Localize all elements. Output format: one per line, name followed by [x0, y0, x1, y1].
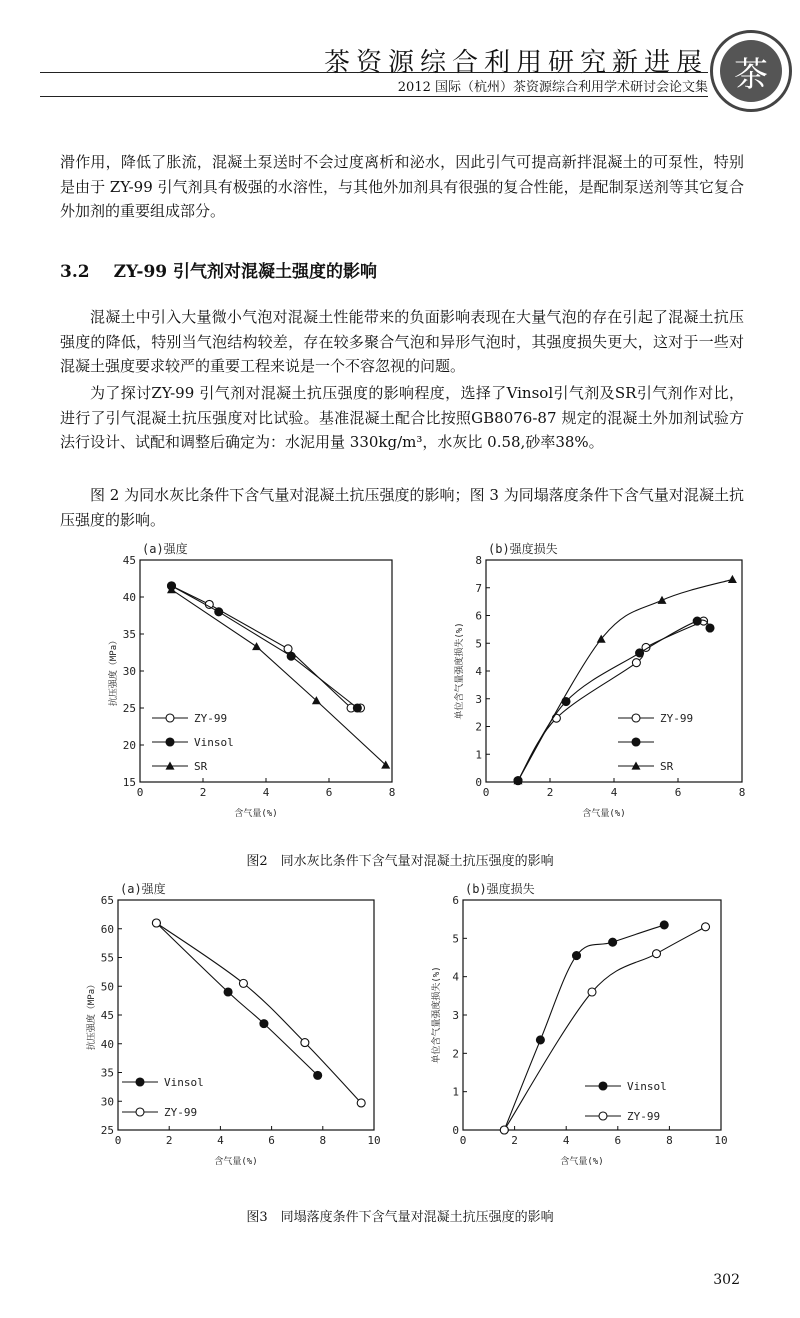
x-tick-label: 6	[614, 1134, 622, 1147]
y-tick-label: 0	[452, 1124, 459, 1137]
data-point-1	[653, 950, 661, 958]
x-tick-label: 8	[666, 1134, 673, 1147]
legend-label: Vinsol	[164, 1076, 204, 1089]
figure-2-caption: 图2 同水灰比条件下含气量对混凝土抗压强度的影响	[246, 854, 554, 869]
chart-title: (b)强度损失	[488, 542, 558, 556]
y-tick-label: 4	[475, 665, 482, 678]
tea-logo	[710, 30, 792, 112]
y-tick-label: 45	[122, 554, 136, 567]
y-tick-label: 5	[475, 637, 482, 651]
data-point-1	[588, 988, 596, 996]
y-tick-label: 25	[100, 1124, 114, 1137]
series-line-0	[156, 923, 317, 1075]
legend-marker	[166, 714, 174, 722]
y-tick-label: 3	[475, 692, 482, 706]
data-point-1	[702, 923, 710, 931]
x-tick-label: 6	[268, 1134, 275, 1147]
data-point-2	[658, 596, 667, 604]
legend-label: Vinsol	[194, 736, 234, 749]
data-point-1	[706, 624, 714, 632]
x-tick-label: 2	[546, 786, 554, 799]
data-point-2	[728, 575, 737, 583]
legend-label: ZY-99	[660, 712, 694, 725]
y-tick-label: 7	[475, 581, 482, 595]
legend-label: SR	[660, 760, 674, 773]
paragraph-strength-loss: 混凝土中引入大量微小气泡对混凝土性能带来的负面影响表现在大量气泡的存在引起了混凝土抗压强度的降低，特别当气泡结构较差，存在较多聚合气泡和异形气泡时，其强度损失更大，这对于一些对混凝土强度要求较严的重要工程来说是一个不容忽视的问题。	[60, 308, 744, 375]
x-tick-label: 10	[367, 1134, 381, 1147]
y-tick-label: 8	[475, 554, 482, 567]
legend-label: ZY-99	[627, 1110, 661, 1123]
legend-marker	[166, 738, 174, 746]
data-point-1	[215, 608, 223, 616]
y-tick-label: 25	[122, 702, 136, 715]
data-point-1	[693, 617, 701, 625]
data-point-0	[609, 938, 617, 946]
chart-fig3a-strength	[70, 876, 390, 1176]
y-tick-label: 6	[475, 609, 482, 623]
chart-fig3b-strength-loss	[425, 876, 745, 1176]
data-point-2	[252, 642, 261, 650]
x-axis-label: 含气量(%)	[582, 809, 626, 819]
y-tick-label: 6	[452, 894, 459, 907]
x-tick-label: 6	[674, 786, 682, 799]
data-point-1	[353, 704, 361, 712]
data-point-1	[287, 652, 295, 660]
series-line-1	[172, 586, 358, 708]
x-tick-label: 8	[388, 786, 396, 799]
data-point-0	[536, 1036, 544, 1044]
y-tick-label: 3	[452, 1009, 459, 1022]
x-tick-label: 6	[325, 786, 333, 799]
y-tick-label: 35	[100, 1066, 114, 1080]
x-tick-label: 0	[482, 786, 490, 799]
figure-3-caption: 图3 同塌落度条件下含气量对混凝土抗压强度的影响	[246, 1210, 554, 1225]
data-point-0	[573, 952, 581, 960]
data-point-0	[224, 988, 232, 996]
x-tick-label: 0	[136, 786, 144, 799]
series-line-1	[518, 620, 710, 781]
paragraph-continued: 滑作用，降低了胀流，混凝土泵送时不会过度离析和泌水，因此引气可提高新拌混凝土的可泵性，特别是由于 ZY-99 引气剂具有极强的水溶性，与其他外加剂具有很强的复合性能，是配制泵送剂等其它复合外加剂的重要组成部分。	[60, 153, 744, 220]
y-tick-label: 1	[452, 1085, 459, 1099]
y-axis-label: 抗压强度（MPa）	[109, 635, 119, 707]
series-line-2	[518, 579, 732, 780]
legend-label: ZY-99	[164, 1106, 198, 1119]
page-number: 302	[713, 1272, 740, 1288]
y-tick-label: 15	[122, 776, 136, 789]
plot-frame	[486, 560, 742, 782]
y-tick-label: 30	[100, 1095, 114, 1109]
legend-marker	[136, 1108, 144, 1116]
running-header-subtitle: 2012 国际（杭州）茶资源综合利用学术研讨会论文集	[397, 80, 708, 95]
legend-marker	[632, 738, 640, 746]
data-point-0	[660, 921, 668, 929]
paragraph-figure-intro: 图 2 为同水灰比条件下含气量对混凝土抗压强度的影响；图 3 为同塌落度条件下含气量对混凝土抗压强度的影响。	[60, 486, 744, 529]
y-tick-label: 35	[122, 628, 136, 641]
y-tick-label: 2	[452, 1047, 459, 1061]
x-tick-label: 2	[165, 1134, 173, 1147]
data-point-0	[632, 659, 640, 667]
x-tick-label: 8	[738, 786, 746, 799]
y-tick-label: 1	[475, 748, 482, 762]
legend-marker	[599, 1112, 607, 1120]
data-point-0	[260, 1020, 268, 1028]
legend-label: SR	[194, 760, 208, 773]
data-point-0	[314, 1071, 322, 1079]
y-tick-label: 40	[100, 1037, 114, 1051]
data-point-0	[284, 645, 292, 653]
plot-frame	[118, 900, 374, 1130]
section-number: 3.2	[60, 262, 90, 282]
data-point-1	[301, 1039, 309, 1047]
x-tick-label: 4	[217, 1134, 224, 1147]
x-tick-label: 4	[262, 786, 270, 799]
y-tick-label: 50	[100, 980, 114, 994]
series-line-0	[172, 586, 361, 708]
section-heading	[60, 257, 377, 282]
x-tick-label: 8	[319, 1134, 327, 1147]
y-axis-label: 单位含气量强度损失(%)	[432, 966, 442, 1064]
y-tick-label: 4	[452, 970, 459, 984]
header-rule	[40, 72, 708, 73]
y-tick-label: 65	[100, 894, 114, 907]
section-title: ZY-99 引气剂对混凝土强度的影响	[113, 262, 378, 282]
series-line-0	[504, 925, 664, 1130]
series-line-1	[504, 927, 705, 1130]
x-tick-label: 4	[562, 1134, 570, 1147]
x-tick-label: 0	[459, 1134, 467, 1147]
x-tick-label: 10	[714, 1134, 728, 1147]
legend-label: Vinsol	[627, 1080, 667, 1093]
legend-marker	[632, 714, 640, 722]
plot-frame	[463, 900, 721, 1130]
y-tick-label: 30	[122, 665, 136, 678]
y-tick-label: 5	[452, 932, 459, 946]
y-tick-label: 60	[100, 922, 114, 936]
x-tick-label: 2	[199, 786, 207, 799]
data-point-1	[357, 1099, 365, 1107]
paragraph-experiment: 为了探讨ZY-99 引气剂对混凝土抗压强度的影响程度，选择了Vinsol引气剂及SR引气剂作对比，进行了引气混凝土抗压强度对比试验。基准混凝土配合比按照GB8076-87 规定的混凝土外加剂试验方法行设计、试配和调整后确定为：水泥用量 330kg/m³，水灰比 0.58,砂率38%。	[60, 384, 744, 451]
x-axis-label: 含气量(%)	[560, 1157, 604, 1167]
x-axis-label: 含气量(%)	[234, 809, 278, 819]
x-tick-label: 2	[511, 1134, 518, 1147]
y-tick-label: 40	[122, 591, 136, 604]
y-tick-label: 0	[475, 776, 482, 789]
x-axis-label: 含气量(%)	[214, 1157, 258, 1167]
tea-logo-glyph: 茶	[720, 40, 782, 102]
y-tick-label: 45	[100, 1009, 114, 1022]
y-axis-label: 抗压强度（MPa）	[87, 979, 97, 1051]
data-point-1	[500, 1126, 508, 1134]
chart-fig2b-strength-loss	[450, 538, 760, 828]
chart-title: (a)强度	[142, 542, 188, 556]
chart-title: (b)强度损失	[465, 882, 535, 896]
data-point-1	[239, 979, 247, 987]
running-header-title: 茶资源综合利用研究新进展	[323, 48, 708, 78]
header-rule-lower	[40, 96, 708, 97]
x-tick-label: 4	[610, 786, 618, 799]
chart-fig2a-strength	[100, 538, 410, 828]
y-tick-label: 55	[100, 951, 114, 965]
y-tick-label: 2	[475, 720, 482, 734]
legend-marker	[599, 1082, 607, 1090]
y-tick-label: 20	[122, 739, 136, 752]
legend-label: ZY-99	[194, 712, 228, 725]
chart-title: (a)强度	[120, 882, 166, 896]
x-tick-label: 0	[114, 1134, 122, 1147]
y-axis-label: 单位含气量强度损失(%)	[455, 622, 465, 720]
legend-marker	[136, 1078, 144, 1086]
series-line-0	[518, 621, 704, 781]
data-point-1	[636, 649, 644, 657]
data-point-1	[152, 919, 160, 927]
